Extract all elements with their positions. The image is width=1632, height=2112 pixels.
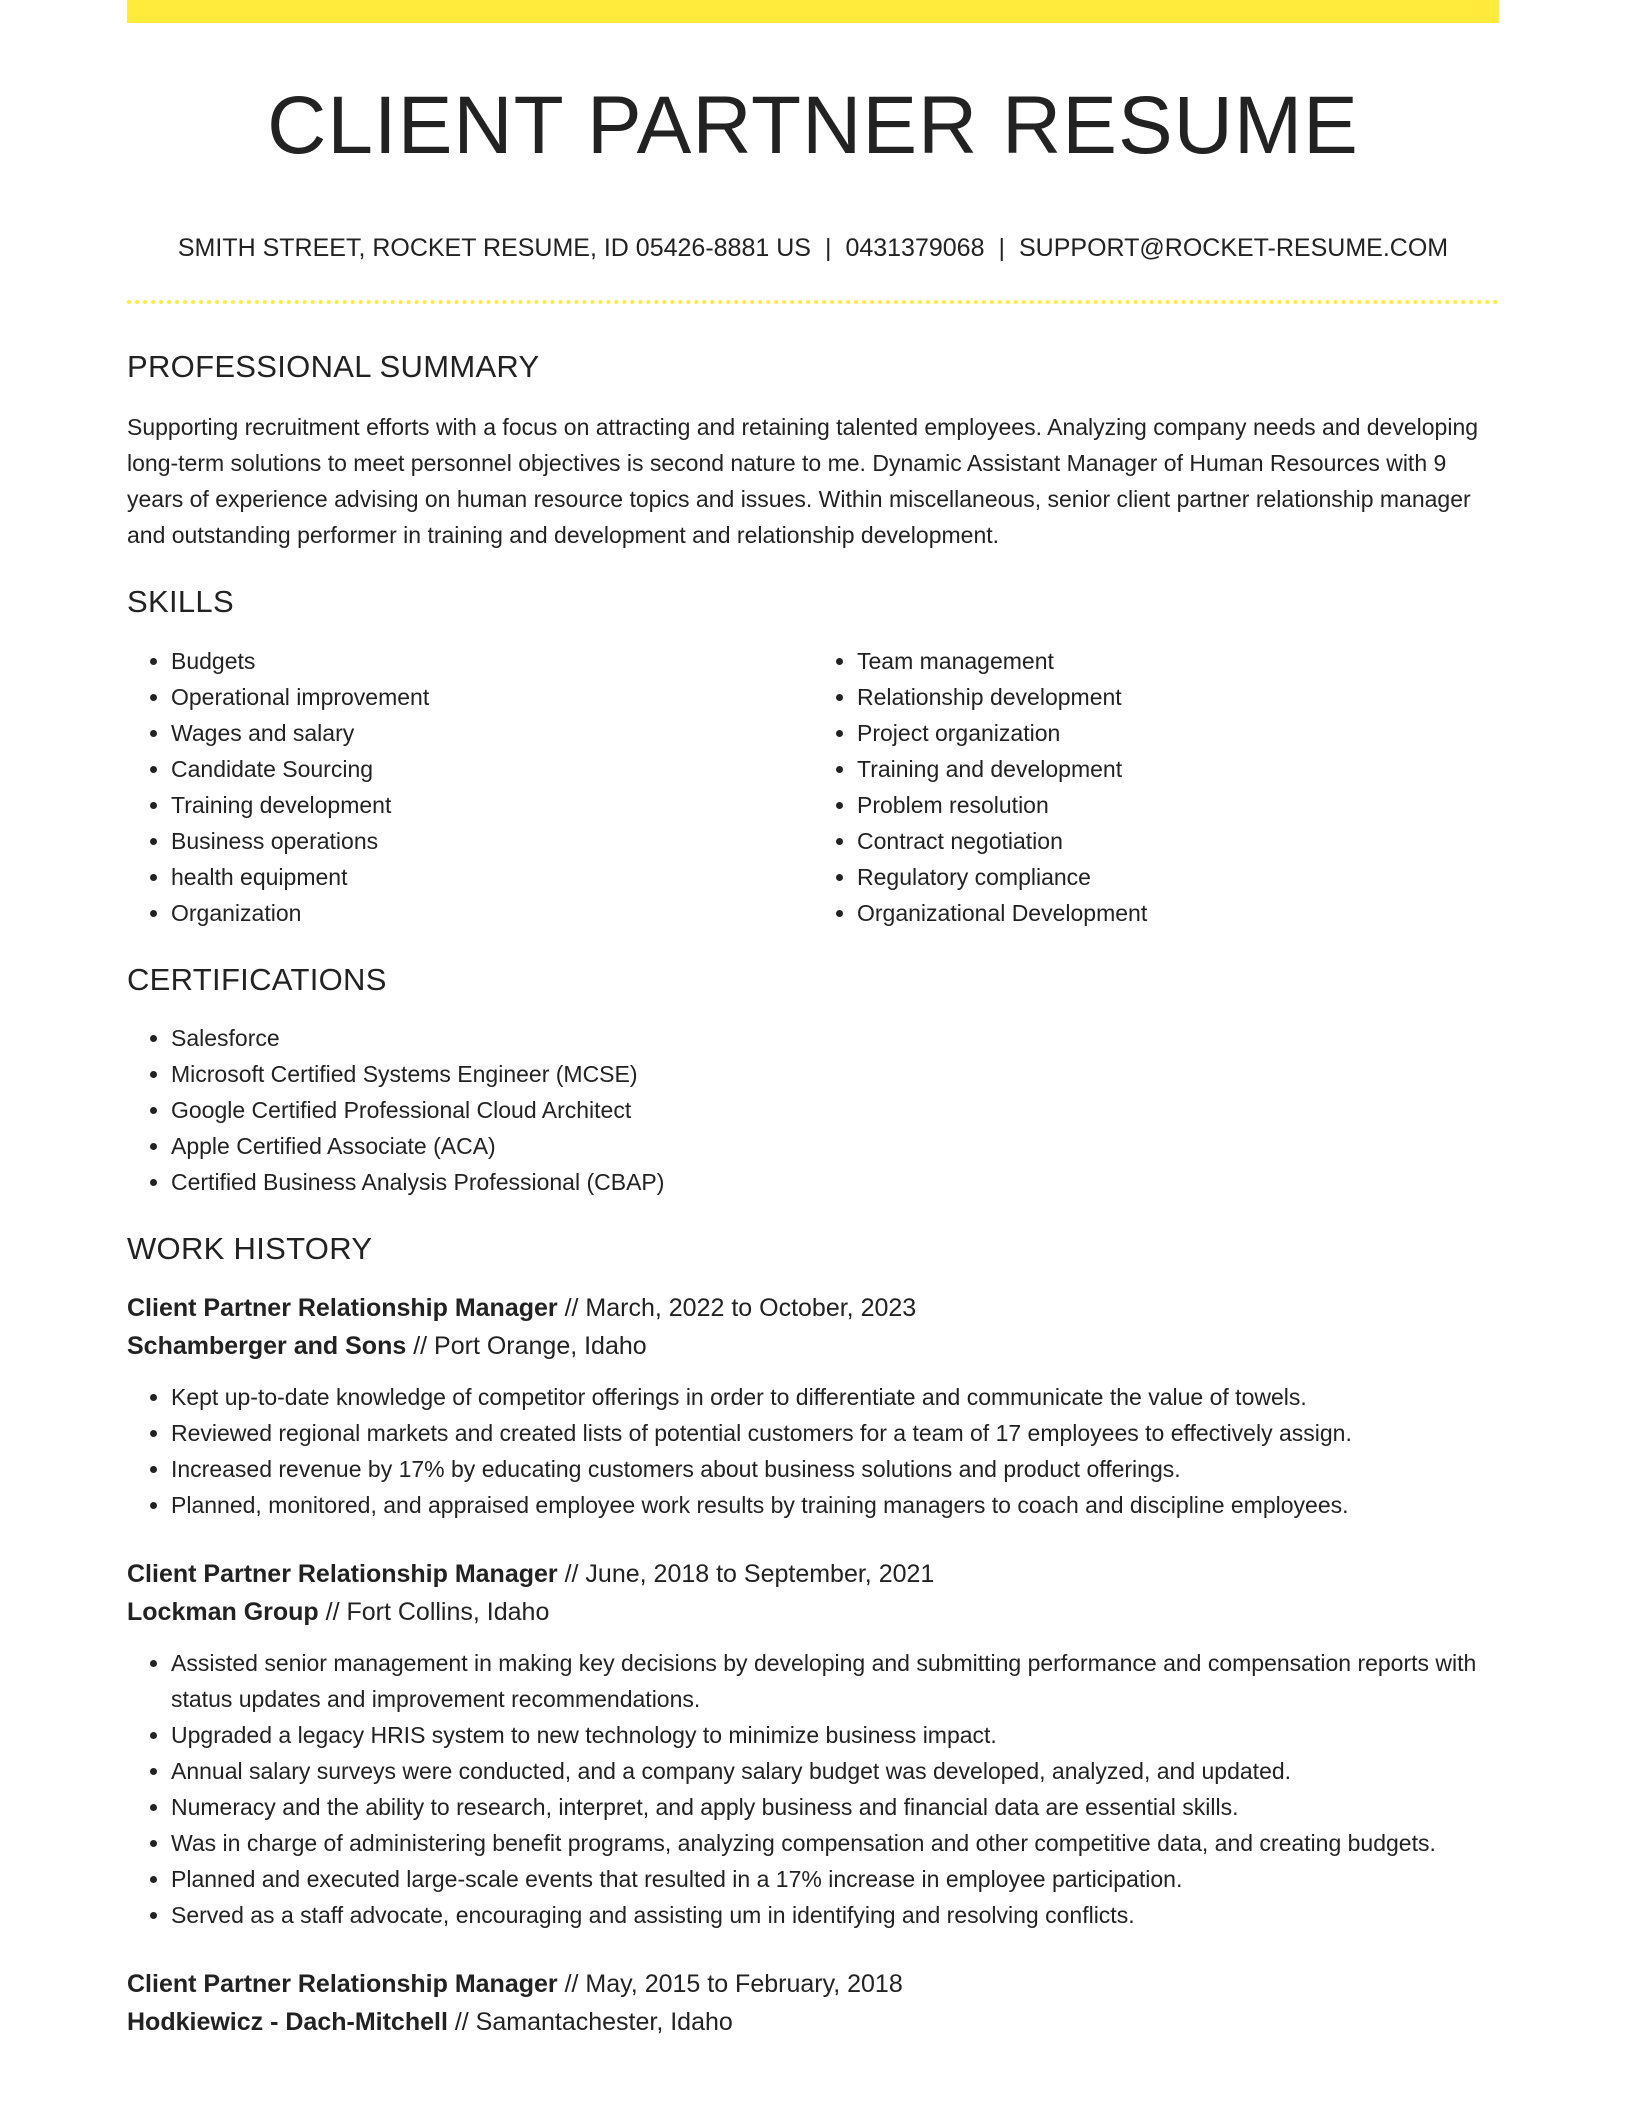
contact-separator: | bbox=[824, 234, 832, 263]
skill-item: • Training development bbox=[171, 787, 813, 823]
certification-item: • Salesforce bbox=[171, 1020, 1499, 1056]
certifications-section bbox=[127, 961, 1499, 1200]
job-company: Hodkiewicz - Dach-Mitchell bbox=[127, 2007, 448, 2036]
certification-item: • Microsoft Certified Systems Engineer (MCSE) bbox=[171, 1056, 1499, 1092]
job-dates: // June, 2018 to September, 2021 bbox=[564, 1559, 935, 1588]
work-history-section bbox=[127, 1230, 1499, 2041]
skill-item: • Organization bbox=[171, 895, 813, 931]
skill-item: • Budgets bbox=[171, 643, 813, 679]
certification-item: • Certified Business Analysis Professional (CBAP) bbox=[171, 1164, 1499, 1200]
job-entry bbox=[127, 1289, 1499, 1523]
job-bullets bbox=[127, 1379, 1499, 1523]
summary-heading: PROFESSIONAL SUMMARY bbox=[127, 349, 540, 385]
skills-list-right bbox=[813, 643, 1499, 931]
job-bullet: • Assisted senior management in making key decisions by developing and submitting performance and compensation reports with status updates and improvement recommendations. bbox=[171, 1645, 1499, 1717]
contact-line bbox=[127, 233, 1499, 263]
skill-item: • Regulatory compliance bbox=[857, 859, 1499, 895]
skill-item: • Team management bbox=[857, 643, 1499, 679]
skill-item: • Project organization bbox=[857, 715, 1499, 751]
resume-title: CLIENT PARTNER RESUME bbox=[267, 80, 1359, 171]
job-title-line bbox=[127, 1965, 1499, 2003]
job-bullet: • Was in charge of administering benefit programs, analyzing compensation and other competitive data, and creating budgets. bbox=[171, 1825, 1499, 1861]
skill-item: • Problem resolution bbox=[857, 787, 1499, 823]
job-bullet: • Numeracy and the ability to research, interpret, and apply business and financial data are essential skills. bbox=[171, 1789, 1499, 1825]
job-company-line bbox=[127, 1327, 1499, 1365]
contact-email: SUPPORT@ROCKET-RESUME.COM bbox=[1018, 234, 1449, 263]
job-title-line bbox=[127, 1555, 1499, 1593]
job-title: Client Partner Relationship Manager bbox=[127, 1293, 558, 1322]
summary-text: Supporting recruitment efforts with a focus on attracting and retaining talented employees. Analyzing company needs and developing long-term solutions to meet personnel objectives is second nature to me. Dynamic Assistant Manager of Human Resources with 9 years of experience advising on human resource topics and issues. Within miscellaneous, senior client partner relationship manager and outstanding performer in training and development and relationship development. bbox=[127, 414, 1479, 549]
contact-separator: | bbox=[998, 234, 1005, 263]
job-title: Client Partner Relationship Manager bbox=[127, 1559, 558, 1588]
dotted-divider bbox=[127, 300, 1499, 304]
job-entry bbox=[127, 1965, 1499, 2041]
skills-grid bbox=[127, 643, 1499, 931]
job-bullet: • Planned and executed large-scale events that resulted in a 17% increase in employee participation. bbox=[171, 1861, 1499, 1897]
certifications-list bbox=[127, 1020, 1499, 1200]
job-bullet: • Planned, monitored, and appraised employee work results by training managers to coach and discipline employees. bbox=[171, 1487, 1499, 1523]
skill-item: • Business operations bbox=[171, 823, 813, 859]
job-location: // Port Orange, Idaho bbox=[413, 1331, 647, 1360]
job-bullet: • Annual salary surveys were conducted, and a company salary budget was developed, analyzed, and updated. bbox=[171, 1753, 1499, 1789]
job-company-line bbox=[127, 2003, 1499, 2041]
job-title: Client Partner Relationship Manager bbox=[127, 1969, 558, 1998]
certifications-heading: CERTIFICATIONS bbox=[127, 961, 387, 997]
certification-item: • Apple Certified Associate (ACA) bbox=[171, 1128, 1499, 1164]
job-company: Schamberger and Sons bbox=[127, 1331, 407, 1360]
job-company-line bbox=[127, 1593, 1499, 1631]
certification-item: • Google Certified Professional Cloud Architect bbox=[171, 1092, 1499, 1128]
job-entry bbox=[127, 1555, 1499, 1933]
work-history-heading: WORK HISTORY bbox=[127, 1230, 373, 1266]
job-bullet: • Kept up-to-date knowledge of competitor offerings in order to differentiate and communicate the value of towels. bbox=[171, 1379, 1499, 1415]
job-company: Lockman Group bbox=[127, 1597, 319, 1626]
contact-address: SMITH STREET, ROCKET RESUME, ID 05426-8881 US bbox=[177, 234, 811, 263]
contact-phone: 0431379068 bbox=[845, 234, 985, 263]
skill-item: • Wages and salary bbox=[171, 715, 813, 751]
job-bullets bbox=[127, 1645, 1499, 1933]
skill-item: • Candidate Sourcing bbox=[171, 751, 813, 787]
skill-item: • Organizational Development bbox=[857, 895, 1499, 931]
job-dates: // March, 2022 to October, 2023 bbox=[564, 1293, 917, 1322]
skill-item: • Relationship development bbox=[857, 679, 1499, 715]
skill-item: • Contract negotiation bbox=[857, 823, 1499, 859]
top-accent-bar bbox=[127, 0, 1499, 23]
skills-section bbox=[127, 583, 1499, 930]
job-dates: // May, 2015 to February, 2018 bbox=[564, 1969, 903, 1998]
job-location: // Samantachester, Idaho bbox=[454, 2007, 733, 2036]
skills-heading: SKILLS bbox=[127, 584, 234, 620]
skill-item: • health equipment bbox=[171, 859, 813, 895]
job-location: // Fort Collins, Idaho bbox=[325, 1597, 550, 1626]
job-title-line bbox=[127, 1289, 1499, 1327]
resume-page bbox=[127, 0, 1499, 2041]
skill-item: • Training and development bbox=[857, 751, 1499, 787]
summary-section bbox=[127, 348, 1499, 553]
job-bullet: • Upgraded a legacy HRIS system to new technology to minimize business impact. bbox=[171, 1717, 1499, 1753]
job-bullet: • Increased revenue by 17% by educating customers about business solutions and product offerings. bbox=[171, 1451, 1499, 1487]
skills-list-left bbox=[127, 643, 813, 931]
job-bullet: • Served as a staff advocate, encouraging and assisting um in identifying and resolving conflicts. bbox=[171, 1897, 1499, 1933]
job-bullet: • Reviewed regional markets and created lists of potential customers for a team of 17 employees to effectively assign. bbox=[171, 1415, 1499, 1451]
skill-item: • Operational improvement bbox=[171, 679, 813, 715]
